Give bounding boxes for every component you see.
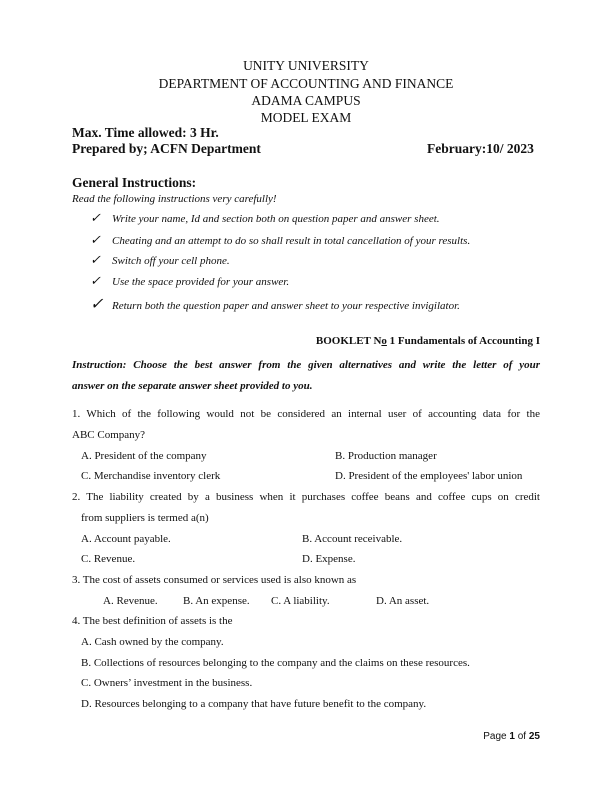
option-3a: A. Revenue. [103,595,158,607]
option-4b: B. Collections of resources belonging to the company and the claims on these resources. [81,657,470,669]
section-instruction-line: answer on the separate answer sheet provided to you. [72,380,313,392]
option-2a: A. Account payable. [81,533,171,545]
option-1d: D. President of the employees' labor union [335,470,523,482]
instructions-heading: General Instructions: [72,175,197,190]
check-icon: ✓ [90,232,101,247]
option-1a: A. President of the company [81,450,207,462]
instruction-item: ✓ Cheating and an attempt to do so shall result in total cancellation of your results. [90,232,471,247]
question-1-text: ABC Company? [72,429,146,441]
option-3c: C. A liability. [271,595,330,607]
time-allowed: Max. Time allowed: 3 Hr. [72,125,219,140]
section-instruction-line: Instruction: Choose the best answer from the given alternatives and write the letter of your [72,359,540,371]
check-icon: ✓ [90,273,101,288]
check-icon: ✓ [90,252,101,267]
option-4a: A. Cash owned by the company. [81,636,224,648]
option-2b: B. Account receivable. [302,533,403,545]
option-1b: B. Production manager [335,450,437,462]
check-icon: ✓ [90,210,101,225]
option-3d: D. An asset. [376,595,430,607]
instruction-item: ✓ Switch off your cell phone. [90,252,230,267]
prepared-by: Prepared by; ACFN Department [72,141,261,156]
exam-date: February:10/ 2023 [427,141,534,156]
question-2-text: from suppliers is termed a(n) [81,512,209,524]
option-2c: C. Revenue. [81,553,136,565]
instruction-item: ✓ Write your name, Id and section both on question paper and answer sheet. [90,210,440,225]
option-4d: D. Resources belonging to a company that have future benefit to the company. [81,698,427,710]
campus-name: ADAMA CAMPUS [251,93,361,108]
university-name: UNITY UNIVERSITY [243,58,369,73]
question-4-text: 4. The best definition of assets is the [72,615,233,627]
department-name: DEPARTMENT OF ACCOUNTING AND FINANCE [158,76,454,91]
instruction-item: ✓ Use the space provided for your answer. [90,273,290,288]
option-4c: C. Owners’ investment in the business. [81,677,253,689]
booklet-title: BOOKLET No 1 Fundamentals of Accounting I [315,335,540,347]
instructions-intro: Read the following instructions very carefully! [72,193,277,205]
question-2-text: 2. The liability created by a business when it purchases coffee beans and coffee cups on credit [72,491,540,503]
option-2d: D. Expense. [302,553,356,565]
option-3b: B. An expense. [183,595,250,607]
exam-title: MODEL EXAM [260,110,352,125]
check-icon: ✓ [90,296,104,313]
page-number: Page 1 of 25 [483,731,540,742]
question-3-text: 3. The cost of assets consumed or services used is also known as [72,574,357,586]
question-1-text: 1. Which of the following would not be considered an internal user of accounting data for the [72,408,540,420]
option-1c: C. Merchandise inventory clerk [81,470,221,482]
instruction-item: ✓ Return both the question paper and answer sheet to your respective invigilator. [90,296,460,313]
